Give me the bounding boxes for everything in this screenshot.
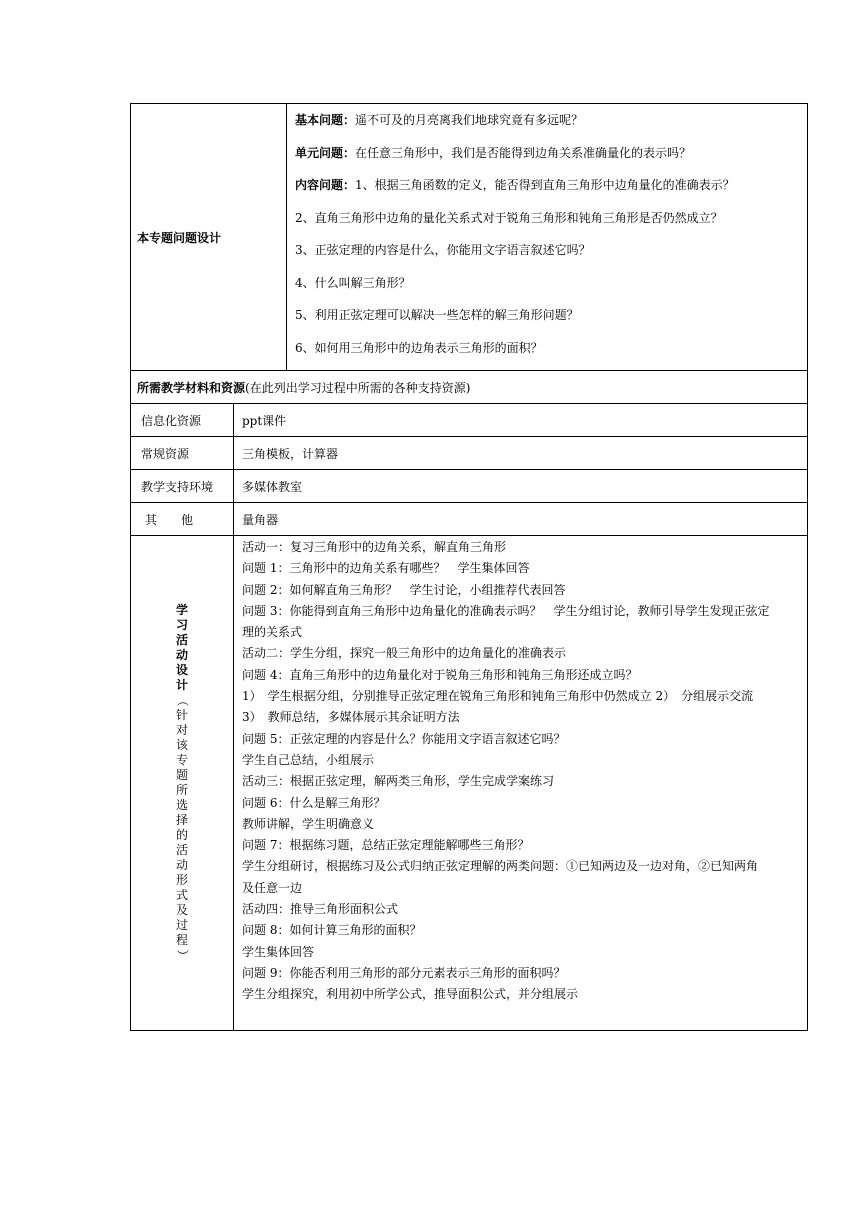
question-line [295,273,799,306]
problem-design-label: 本专题问题设计 [131,104,287,371]
resource-row [131,437,808,470]
resource-value: 三角模板，计算器 [234,437,808,470]
resources-header-note: (在此列出学习过程中所需的各种支持资源) [245,380,471,395]
activity-line: 教师讲解，学生明确意义 [242,816,375,831]
question-text: 2、直角三角形中边角的量化关系式对于锐角三角形和钝角三角形是否仍然成立？ [295,210,723,225]
activity-line: 学生分组研讨，根据练习及公式归纳正弦定理解的两类问题：①已知两边及一边对角，②已知两角 [242,859,759,874]
question-text: 4、什么叫解三角形？ [295,275,411,290]
activity-label-note: （ 针 对 该 专 题 所 选 择 的 活 动 形 式 及 过 程 ） [175,694,190,962]
question-text: 5、利用正弦定理可以解决一些怎样的解三角形问题？ [295,308,579,322]
activity-line: 问题 3：你能得到直角三角形中边角量化的准确表示吗？ 学生分组讨论，教师引导学生发现正弦定 [242,603,770,618]
activity-line: 活动三：根据正弦定理，解两类三角形，学生完成学案练习 [242,774,555,789]
question-keyword: 基本问题： [295,113,356,127]
activity-design-row [131,536,808,1031]
activity-line: 理的关系式 [242,625,303,640]
problem-design-row [131,104,808,371]
resources-header-title: 所需教学材料和资源 [137,380,246,395]
resource-value: 多媒体教室 [234,470,808,503]
resource-row [131,404,808,437]
question-line [295,305,799,338]
activity-line: 及任意一边 [242,880,303,895]
activity-vertical-label [172,603,192,963]
activity-line: 活动四：推导三角形面积公式 [242,902,399,917]
activity-line: 学生自己总结，小组展示 [242,752,375,767]
resource-row [131,503,808,536]
question-keyword: 单元问题： [295,145,356,160]
activity-line: 问题 8：如何计算三角形的面积？ [242,923,422,938]
lesson-plan-table [130,103,808,1031]
resource-row [131,470,808,503]
question-text: 1、根据三角函数的定义，能否得到直角三角形中边角量化的准确表示？ [355,178,735,192]
activity-line: 问题 6：什么是解三角形？ [242,795,386,810]
activity-line: 问题 5：正弦定理的内容是什么？你能用文字语言叙述它吗？ [242,731,566,746]
problem-design-content [287,104,808,371]
question-line [295,240,799,273]
activity-design-label [131,536,234,1031]
question-keyword: 内容问题： [295,178,356,192]
activity-line: 问题 9：你能否利用三角形的部分元素表示三角形的面积吗？ [242,965,566,980]
activity-label-title: 学 习 活 动 设 计 [175,603,188,692]
question-line [295,208,799,241]
question-text: 6、如何用三角形中的边角表示三角形的面积？ [295,340,543,355]
activity-line: 活动一：复习三角形中的边角关系，解直角三角形 [242,540,507,554]
question-line [295,175,799,208]
resource-label: 常规资源 [131,437,234,470]
activity-line: 问题 2：如何解直角三角形？ 学生讨论，小组推荐代表回答 [242,582,566,597]
activity-line: 学生集体回答 [242,944,315,959]
resource-label: 教学支持环境 [131,470,234,503]
resource-label: 其 他 [131,503,234,536]
question-line [295,110,799,143]
resource-value: 量角器 [234,503,808,536]
activity-line: 3） 教师总结，多媒体展示其余证明方法 [242,710,460,725]
resource-label: 信息化资源 [131,404,234,437]
resources-header-row [131,371,808,404]
question-line [295,143,799,176]
activity-line: 1） 学生根据分组，分别推导正弦定理在锐角三角形和钝角三角形中仍然成立 2） 分组展示交流 [242,689,754,704]
activity-line: 问题 4：直角三角形中的边角量化对于锐角三角形和钝角三角形还成立吗？ [242,667,638,682]
question-text: 在任意三角形中，我们是否能得到边角关系准确量化的表示吗？ [355,145,692,160]
question-text: 遥不可及的月亮离我们地球究竟有多远呢？ [355,113,584,127]
activity-line: 学生分组探究，利用初中所学公式，推导面积公式，并分组展示 [242,987,579,1002]
question-text: 3、正弦定理的内容是什么，你能用文字语言叙述它吗？ [295,243,591,257]
activity-line: 问题 7：根据练习题，总结正弦定理能解哪些三角形？ [242,838,530,853]
resource-value: ppt课件 [234,404,808,437]
resources-header [131,371,808,404]
activity-line: 活动二：学生分组，探究一般三角形中的边角量化的准确表示 [242,646,567,661]
question-line [295,338,799,371]
activity-design-content [234,536,808,1031]
activity-line: 问题 1：三角形中的边角关系有哪些？ 学生集体回答 [242,561,530,576]
